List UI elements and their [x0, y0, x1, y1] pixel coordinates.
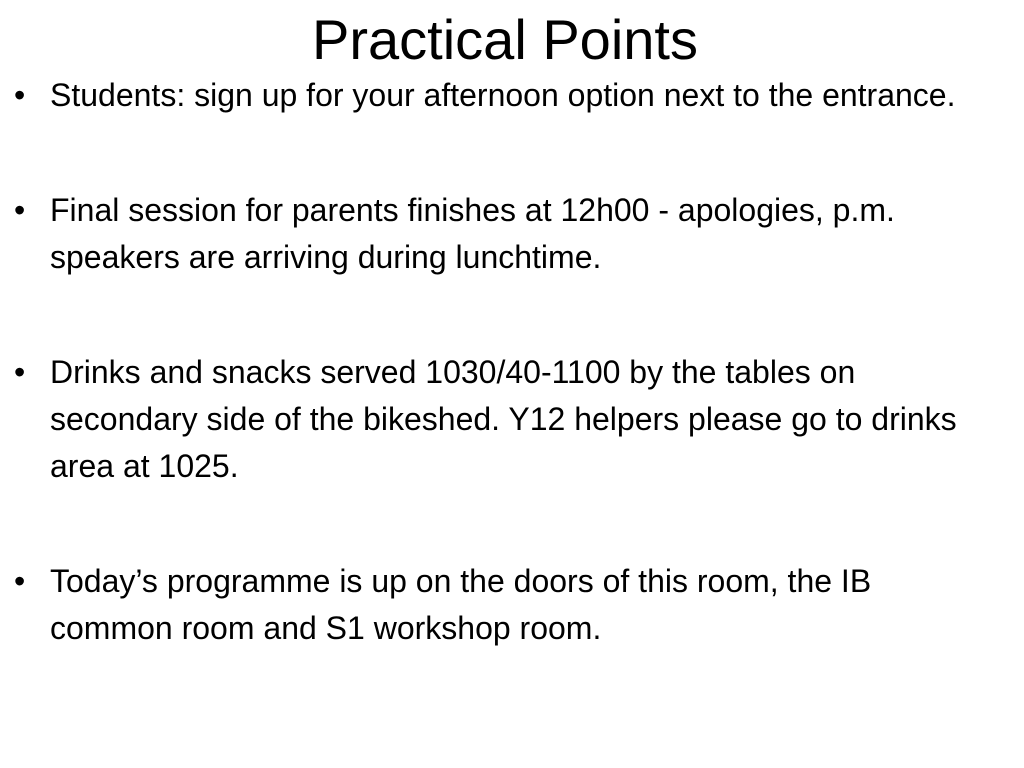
bullet-text: Final session for parents finishes at 12h00 - apologies, p.m. speakers are arriving during lunchtime. [50, 192, 895, 275]
bullet-list [14, 72, 984, 652]
bullet-item [14, 349, 984, 490]
bullet-marker: • [14, 354, 26, 390]
bullet-marker: • [14, 77, 26, 113]
bullet-text: Students: sign up for your afternoon option next to the entrance. [50, 77, 956, 113]
bullet-item [14, 72, 984, 119]
bullet-item [14, 558, 984, 652]
bullet-marker: • [14, 192, 26, 228]
bullet-marker: • [14, 563, 26, 599]
slide-title: Practical Points [312, 8, 698, 71]
bullet-item [14, 187, 984, 281]
bullet-text: Today’s programme is up on the doors of this room, the IB common room and S1 workshop room. [50, 563, 872, 646]
bullet-text: Drinks and snacks served 1030/40-1100 by the tables on secondary side of the bikeshed. Y12 helpers please go to drinks area at 1025. [50, 354, 957, 484]
